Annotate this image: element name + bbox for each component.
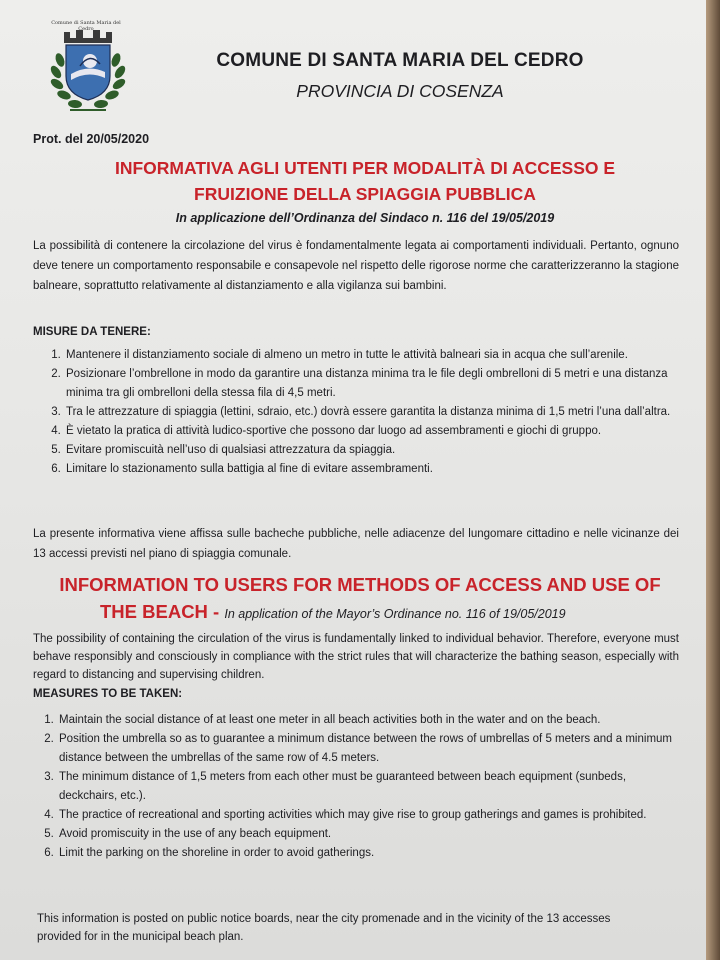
english-measure-4: 4. The practice of recreational and sporting activities which may give rise to group gatherings and games is prohibited. — [57, 806, 683, 825]
italian-title-line2: FRUIZIONE DELLA SPIAGGIA PUBBLICA — [194, 184, 536, 204]
english-title-beach: THE BEACH - — [100, 601, 220, 622]
italian-subtitle: In applicazione dell’Ordinanza del Sindaco n. 116 del 19/05/2019 — [175, 211, 555, 225]
italian-measure-4: 4. È vietato la pratica di attività ludico-sportive che possono dar luogo ad assembramenti e giochi di gruppo. — [64, 422, 684, 441]
english-measure-5: 5. Avoid promiscuity in the use of any beach equipment. — [57, 825, 683, 844]
english-subtitle: In application of the Mayor’s Ordinance no. 116 of 19/05/2019 — [224, 607, 566, 621]
english-measure-6: 6. Limit the parking on the shoreline in order to avoid gatherings. — [57, 844, 683, 863]
italian-intro: La possibilità di contenere la circolazione del virus è fondamentalmente legata ai comportamenti individuali. Pertanto, ognuno deve tenere un comportamento responsabile e consapevole nel rispetto delle rigorose norme che caratterizzeranno la stagione balneare, soprattutto relativamente al distanziamento e alla vigilanza sui bambini. — [33, 240, 679, 292]
english-title-line1: INFORMATION TO USERS FOR METHODS OF ACCESS AND USE OF — [59, 574, 661, 595]
table-edge — [706, 0, 720, 960]
english-measure-2: 2. Position the umbrella so as to guarantee a minimum distance between the rows of umbrellas of 5 meters and a minimum distance between the umbrellas of the same row of 4.5 meters. — [57, 730, 683, 768]
italian-measures-list — [44, 346, 684, 479]
italian-measures-label: MISURE DA TENERE: — [33, 326, 151, 338]
english-title-line2 — [100, 601, 566, 623]
english-measure-3: 3. The minimum distance of 1,5 meters from each other must be guaranteed between beach equipment (sunbeds, deckchairs, etc.). — [57, 768, 683, 806]
italian-measure-6: 6. Limitare lo stazionamento sulla battigia al fine di evitare assembramenti. — [64, 460, 684, 479]
crest-label: Comune di Santa Maria del Cedro — [51, 20, 121, 32]
english-measures-list — [37, 711, 683, 863]
protocol-date: Prot. del 20/05/2020 — [33, 132, 150, 146]
english-intro: The possibility of containing the circulation of the virus is fundamentally linked to individual behavior. Therefore, everyone must behave responsibly and consciously in compliance with the strict rules that will characterize the bathing season, especially with regard to distancing and supervising children. — [33, 633, 679, 681]
italian-measure-3: 3. Tra le attrezzature di spiaggia (lettini, sdraio, etc.) dovrà essere garantita la distanza minima di 1,5 metri l’una dall’altra. — [64, 403, 684, 422]
italian-closing: La presente informativa viene affissa sulle bacheche pubbliche, nelle adiacenze del lungomare cittadino e nelle vicinanze dei 13 accessi previsti nel piano di spiaggia comunale. — [33, 528, 679, 560]
italian-measure-2: 2. Posizionare l’ombrellone in modo da garantire una distanza minima tra le file degli ombrelloni di 5 metri e una distanza minima tra gli ombrelloni della stessa fila di 4,5 metri. — [64, 365, 684, 403]
province-subtitle: PROVINCIA DI COSENZA — [296, 81, 504, 101]
italian-measure-5: 5. Evitare promiscuità nell’uso di qualsiasi attrezzatura da spiaggia. — [64, 441, 684, 460]
municipality-title: COMUNE DI SANTA MARIA DEL CEDRO — [216, 50, 584, 71]
english-measure-1: 1. Maintain the social distance of at least one meter in all beach activities both in the water and on the beach. — [57, 711, 683, 730]
italian-measure-1: 1. Mantenere il distanziamento sociale di almeno un metro in tutte le attività balneari sia in acqua che sull’arenile. — [64, 346, 684, 365]
english-measures-label: MEASURES TO BE TAKEN: — [33, 688, 183, 700]
english-closing: This information is posted on public notice boards, near the city promenade and in the vicinity of the 13 accesses provided for in the municipal beach plan. — [37, 913, 611, 943]
italian-title-line1: INFORMATIVA AGLI UTENTI PER MODALITÀ DI ACCESSO E — [114, 158, 616, 178]
